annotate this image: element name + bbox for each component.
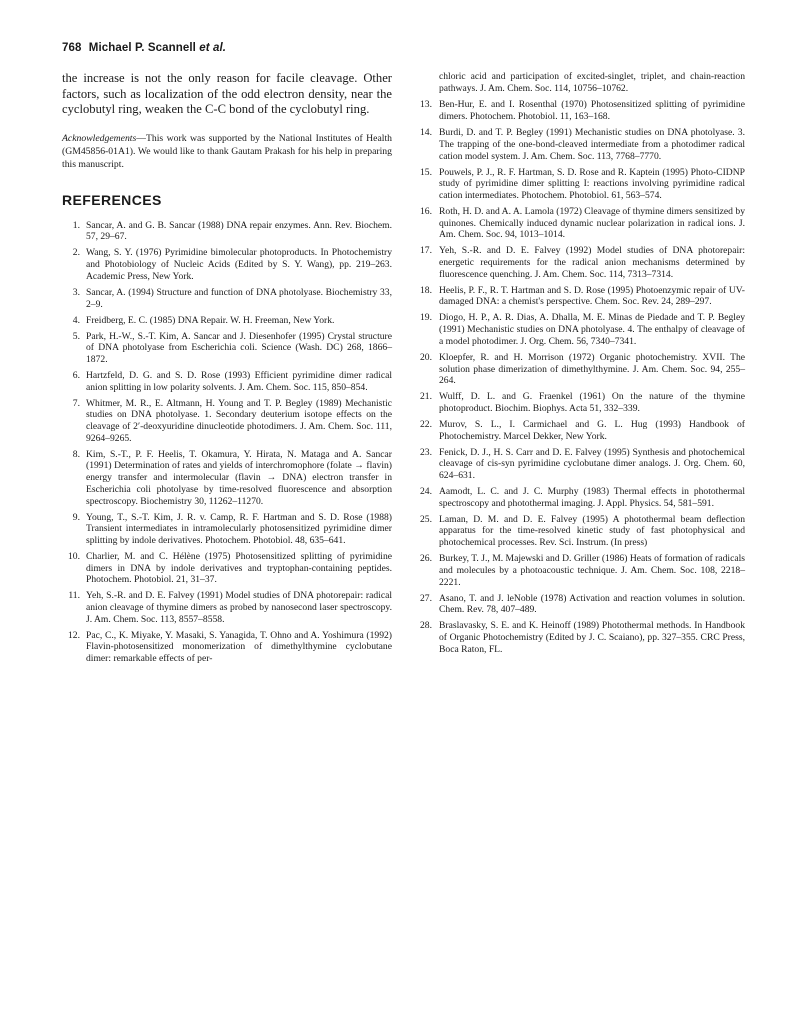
reference-number: 2.	[72, 247, 80, 259]
reference-number: 15.	[420, 166, 432, 178]
page-number: 768	[62, 42, 82, 54]
reference-item	[413, 352, 745, 387]
reference-text: Whitmer, M. R., E. Altmann, H. Young and T. P. Begley (1989) Mechanistic studies on DNA photolyase. 1. Secondary deuterium isotope effects on the cleavage of 2′-deoxyuridine dinucleotide photodimers. J. Am. Chem. Soc. 111, 9264–9265.	[86, 397, 392, 444]
reference-text: Braslavasky, S. E. and K. Heinoff (1989) Photothermal methods. In Handbook of Organic Photochemistry (Edited by J. C. Scaiano), pp. 327–355. CRC Press, Boca Raton, FL.	[439, 620, 745, 655]
running-head-author: Michael P. Scannell	[88, 42, 196, 54]
reference-item	[62, 220, 392, 243]
reference-number: 19.	[420, 312, 432, 324]
body-paragraph: the increase is not the only reason for facile cleavage. Other factors, such as localization of the odd electron density, near the cyclobutyl ring, weaken the C-C bond of the cyclobutyl ring.	[62, 71, 392, 116]
reference-item	[62, 590, 392, 625]
reference-item	[413, 486, 745, 509]
reference-text: Kim, S.-T., P. F. Heelis, T. Okamura, Y. Hirata, N. Mataga and A. Sancar (1991) Determination of rates and yields of interchromophore (folate → flavin) energy transfer and intermolecular (flavin → DNA) electron transfer in Escherichia coli photolyase by time-resolved fluorescence and absorption spectroscopy. Biochemistry 30, 11262–11270.	[86, 448, 392, 507]
reference-item	[62, 287, 392, 310]
reference-text: Fenick, D. J., H. S. Carr and D. E. Falvey (1995) Synthesis and photochemical cleavage of cis-syn pyrimidine cyclobutane dimer analogs. J. Org. Chem. 60, 624–631.	[439, 446, 745, 482]
reference-number: 21.	[420, 391, 432, 403]
reference-item	[413, 167, 745, 202]
reference-item	[62, 551, 392, 586]
reference-text: Sancar, A. and G. B. Sancar (1988) DNA repair enzymes. Ann. Rev. Biochem. 57, 29–67.	[86, 219, 392, 243]
reference-number: 1.	[72, 219, 80, 231]
reference-text: Yeh, S.-R. and D. E. Falvey (1992) Model studies of DNA photorepair: energetic requirements for the radical anion mechanisms determined by fluorescence quenching. J. Am. Chem. Soc. 114, 7313–7314.	[439, 245, 745, 280]
reference-text: Freidberg, E. C. (1985) DNA Repair. W. H. Freeman, New York.	[86, 314, 335, 326]
reference-number: 23.	[420, 446, 432, 458]
reference-number: 11.	[68, 590, 80, 602]
reference-text: Burdi, D. and T. P. Begley (1991) Mechanistic studies on DNA photolyase. 3. The trapping of the one-bond-cleaved intermediate from a photodimer radical cation model system. J. Am. Chem. Soc. 113, 7768–7770.	[439, 127, 745, 162]
reference-item	[62, 315, 392, 327]
reference-continuation	[413, 71, 745, 94]
reference-number: 28.	[420, 620, 432, 632]
reference-item	[413, 447, 745, 482]
reference-item	[413, 99, 745, 122]
running-head	[62, 42, 226, 54]
reference-item	[413, 127, 745, 162]
reference-number: 5.	[72, 330, 80, 342]
running-head-etal: et al.	[199, 42, 227, 54]
acknowledgements	[62, 132, 392, 172]
reference-number: 26.	[420, 553, 432, 565]
reference-number: 27.	[420, 592, 432, 604]
reference-text: Young, T., S.-T. Kim, J. R. v. Camp, R. F. Hartman and S. D. Rose (1988) Transient intermediates in intramolecularly photosensitized pyrimidine dimer splitting by indole derivatives. Photochem. Photobiol. 48, 635–641.	[86, 511, 392, 546]
reference-text: Laman, D. M. and D. E. Falvey (1995) A photothermal beam deflection apparatus for the time-resolved kinetic study of fast photophysical and photochemical processes. Rev. Sci. Instrum. (In press)	[439, 513, 745, 549]
reference-number: 25.	[420, 513, 432, 525]
reference-number: 7.	[72, 397, 80, 409]
reference-text: Heelis, P. F., R. T. Hartman and S. D. Rose (1995) Photoenzymic repair of UV-damaged DNA: a chemist's perspective. Chem. Soc. Rev. 24, 289–297.	[439, 284, 745, 308]
reference-number: 13.	[420, 99, 432, 111]
reference-number: 22.	[420, 418, 432, 430]
left-column	[62, 71, 392, 669]
reference-text: Sancar, A. (1994) Structure and function of DNA photolyase. Biochemistry 33, 2–9.	[86, 286, 392, 310]
reference-number: 17.	[420, 245, 432, 257]
acknowledgements-text: —This work was supported by the National Institutes of Health (GM45856-01A1). We would like to thank Gautam Prakash for his help in preparing this manuscript.	[62, 132, 392, 171]
reference-item	[413, 593, 745, 616]
reference-item	[413, 391, 745, 414]
reference-item	[62, 630, 392, 665]
reference-number: 12.	[68, 629, 80, 641]
reference-continuation-text: chloric acid and participation of excited-singlet, triplet, and chain-reaction pathways. J. Am. Chem. Soc. 114, 10756–10762.	[439, 71, 745, 94]
reference-number: 14.	[420, 127, 432, 139]
reference-text: Roth, H. D. and A. A. Lamola (1972) Cleavage of thymine dimers sensitized by quinones. Chemically induced dynamic nuclear polarization in radical ions. J. Am. Chem. Soc. 94, 1013–1014.	[439, 205, 745, 241]
reference-number: 10.	[68, 550, 80, 562]
reference-number: 16.	[420, 205, 432, 217]
reference-text: Aamodt, L. C. and J. C. Murphy (1983) Thermal effects in photothermal spectroscopy and photothermal imaging. J. Appl. Physics. 54, 581–591.	[439, 486, 745, 509]
reference-item	[413, 514, 745, 549]
reference-number: 3.	[72, 286, 80, 298]
right-column	[413, 71, 745, 660]
reference-item	[413, 553, 745, 588]
reference-number: 8.	[72, 448, 80, 460]
reference-text: Pouwels, P. J., R. F. Hartman, S. D. Rose and R. Kaptein (1995) Photo-CIDNP study of pyrimidine dimer splitting I: reactions involving pyrimidine radical cation intermediates. Photochem. Photobiol. 61, 563–574.	[439, 166, 745, 201]
reference-item	[413, 285, 745, 308]
reference-text: Ben-Hur, E. and I. Rosenthal (1970) Photosensitized splitting of pyrimidine dimers. Photochem. Photobiol. 11, 163–168.	[439, 99, 745, 123]
references-list-left	[62, 220, 392, 665]
reference-text: Kloepfer, R. and H. Morrison (1972) Organic photochemistry. XVII. The solution phase dimerization of dimethylthymine. J. Am. Chem. Soc. 94, 255–264.	[439, 351, 745, 387]
reference-item	[62, 247, 392, 282]
reference-number: 9.	[72, 511, 80, 523]
reference-text: Wang, S. Y. (1976) Pyrimidine bimolecular photoproducts. In Photochemistry and Photobiology of Nucleic Acids (Edited by S. Y. Wang), pp. 219–263. Academic Press, New York.	[86, 247, 392, 282]
reference-item	[413, 419, 745, 442]
reference-item	[62, 331, 392, 366]
reference-text: Burkey, T. J., M. Majewski and D. Griller (1986) Heats of formation of radicals and molecules by a photoacoustic technique. J. Am. Chem. Soc. 108, 2218–2221.	[439, 553, 745, 588]
reference-text: Park, H.-W., S.-T. Kim, A. Sancar and J. Diesenhofer (1995) Crystal structure of DNA photolyase from Escherichia coli. Science (Wash. DC) 268, 1866–1872.	[86, 330, 392, 365]
reference-number: 6.	[72, 369, 80, 381]
reference-item	[62, 449, 392, 508]
reference-text: Murov, S. L., I. Carmichael and G. L. Hug (1993) Handbook of Photochemistry. Marcel Dekker, New York.	[439, 418, 745, 442]
reference-item	[413, 245, 745, 280]
reference-text: Hartzfeld, D. G. and S. D. Rose (1993) Efficient pyrimidine dimer radical anion splitting in low polarity solvents. J. Am. Chem. Soc. 115, 850–854.	[86, 369, 392, 393]
reference-text: Charlier, M. and C. Hélène (1975) Photosensitized splitting of pyrimidine dimers in DNA by indole derivatives and tryptophan-containing peptides. Photochem. Photobiol. 21, 31–37.	[86, 550, 392, 586]
references-list-right	[413, 71, 745, 655]
reference-item	[413, 312, 745, 347]
reference-item	[62, 398, 392, 445]
reference-number: 20.	[420, 351, 432, 363]
references-heading: REFERENCES	[62, 191, 162, 208]
reference-item	[62, 512, 392, 547]
reference-item	[413, 206, 745, 241]
reference-text: Yeh, S.-R. and D. E. Falvey (1991) Model studies of DNA photorepair: radical anion cleavage of thymine dimers as probed by nanosecond laser spectroscopy. J. Am. Chem. Soc. 113, 8557–8558.	[86, 590, 392, 625]
reference-text: Diogo, H. P., A. R. Dias, A. Dhalla, M. E. Minas de Piedade and T. P. Begley (1991) Mechanistic studies on DNA photolyase. 4. The enthalpy of cleavage of a model photodimer. J. Org. Chem. 56, 7340–7341.	[439, 312, 745, 347]
reference-number: 4.	[72, 314, 80, 326]
reference-text: Pac, C., K. Miyake, Y. Masaki, S. Yanagida, T. Ohno and A. Yoshimura (1992) Flavin-photosensitized monomerization of dimethylthymine cyclobutane dimer: remarkable effects of per-	[86, 629, 392, 665]
reference-number: 24.	[420, 486, 432, 498]
reference-item	[62, 370, 392, 393]
reference-text: Asano, T. and J. leNoble (1978) Activation and reaction volumes in solution. Chem. Rev. 78, 407–489.	[439, 592, 745, 616]
reference-number: 18.	[420, 284, 432, 296]
reference-text: Wulff, D. L. and G. Fraenkel (1961) On the nature of the thymine photoproduct. Biochim. Biophys. Acta 51, 332–339.	[439, 391, 745, 414]
acknowledgements-lead: Acknowledgements	[62, 132, 137, 144]
reference-item	[413, 620, 745, 655]
